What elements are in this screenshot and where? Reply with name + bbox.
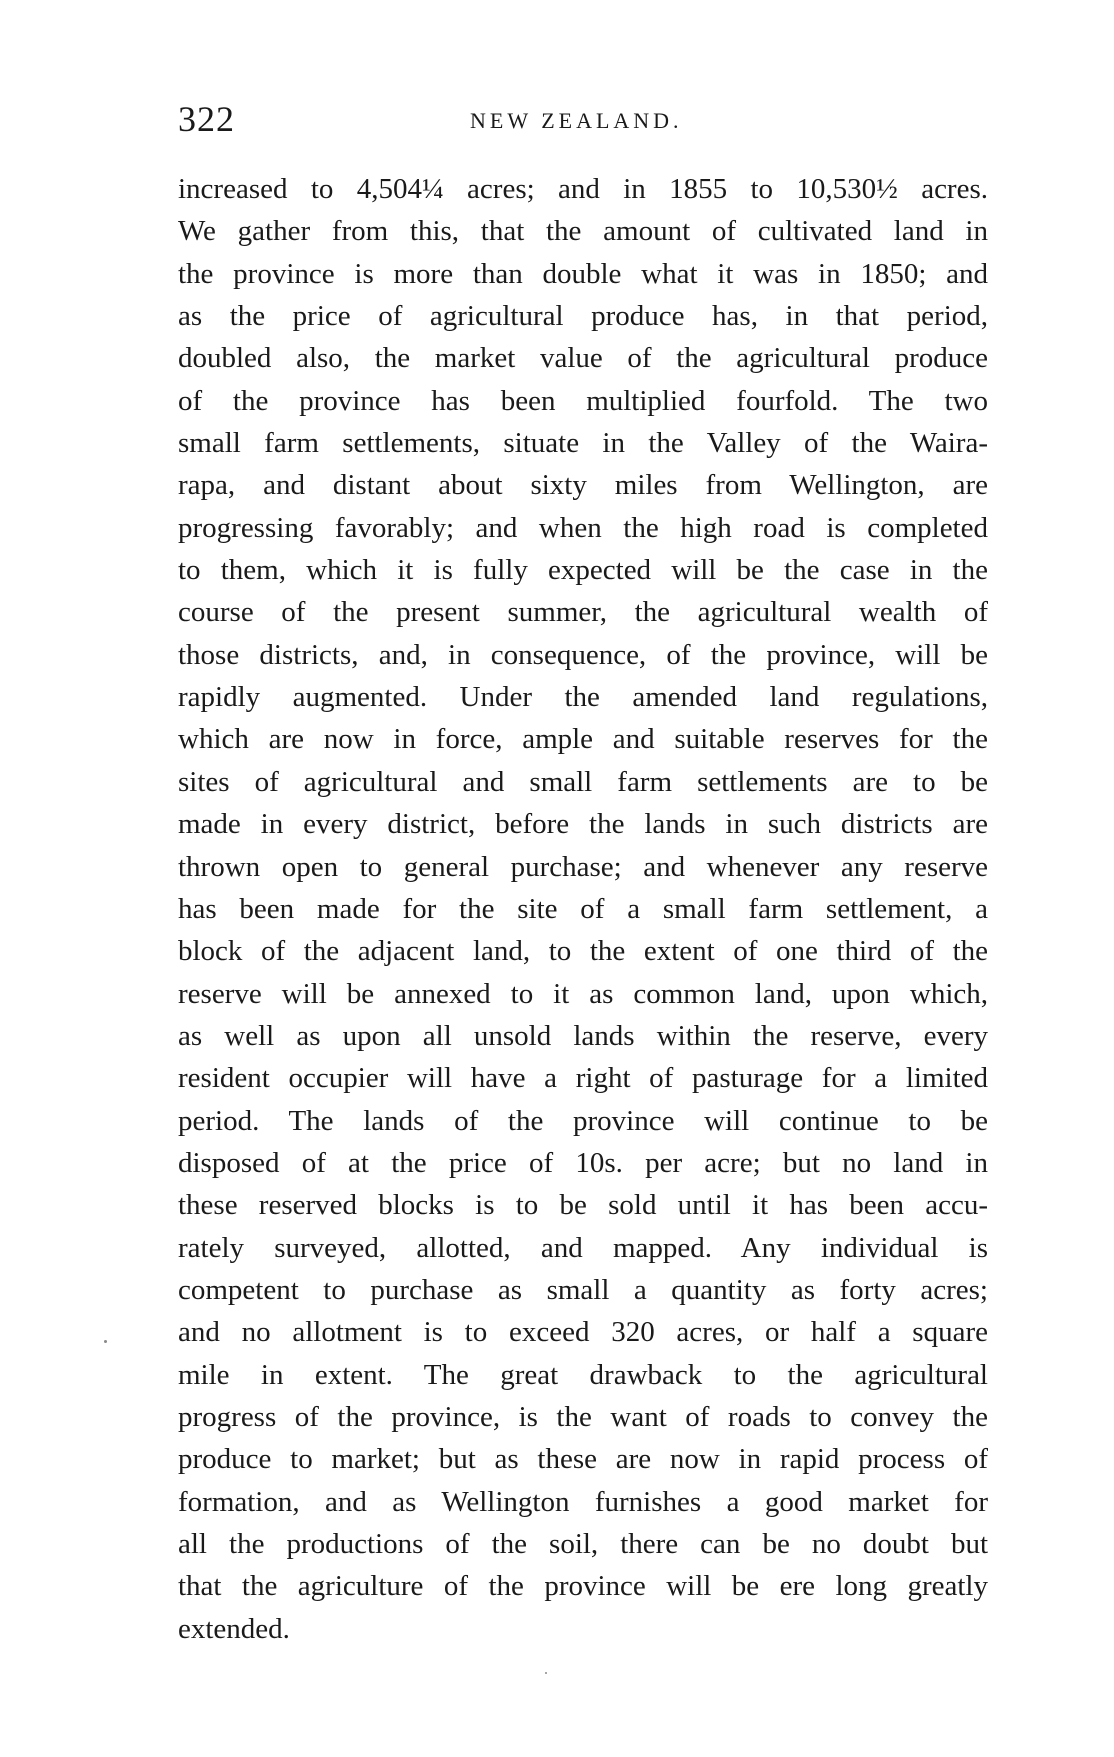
text-line: made in every district, before the lands in such districts are	[178, 808, 988, 841]
text-line: the province is more than double what it was in 1850; and	[178, 257, 988, 290]
text-line: formation, and as Wellington furnishes a good market for	[178, 1485, 988, 1518]
text-line: rapidly augmented. Under the amended land regulations,	[178, 681, 988, 714]
text-line: doubled also, the market value of the agricultural produce	[178, 342, 988, 375]
text-line: that the agriculture of the province will be ere long greatly	[178, 1570, 988, 1603]
text-line: these reserved blocks is to be sold until it has been accu-	[178, 1189, 988, 1222]
scan-speck	[104, 1340, 107, 1343]
running-title: NEW ZEALAND.	[470, 108, 683, 133]
text-line: rately surveyed, allotted, and mapped. Any individual is	[178, 1231, 988, 1264]
text-line: small farm settlements, situate in the Valley of the Waira-	[178, 427, 988, 460]
text-line: block of the adjacent land, to the extent of one third of the	[178, 935, 988, 968]
text-line: to them, which it is fully expected will be the case in the	[178, 554, 988, 587]
text-line: those districts, and, in consequence, of the province, will be	[178, 638, 988, 671]
body-paragraph	[178, 168, 988, 1650]
page-number: 322	[178, 99, 235, 139]
text-line: resident occupier will have a right of pasturage for a limited	[178, 1062, 988, 1095]
text-line: period. The lands of the province will continue to be	[178, 1104, 988, 1137]
text-line: rapa, and distant about sixty miles from Wellington, are	[178, 469, 988, 502]
text-line: We gather from this, that the amount of cultivated land in	[178, 215, 988, 248]
text-line: of the province has been multiplied fourfold. The two	[178, 384, 988, 417]
text-line: reserve will be annexed to it as common land, upon which,	[178, 977, 988, 1010]
text-line: and no allotment is to exceed 320 acres, or half a square	[178, 1316, 988, 1349]
text-line: which are now in force, ample and suitable reserves for the	[178, 723, 988, 756]
text-line: produce to market; but as these are now in rapid process of	[178, 1443, 988, 1476]
text-line: progress of the province, is the want of roads to convey the	[178, 1400, 988, 1433]
scan-speck	[545, 1672, 547, 1674]
text-line: progressing favorably; and when the high road is completed	[178, 511, 988, 544]
text-line: disposed of at the price of 10s. per acre; but no land in	[178, 1146, 988, 1179]
text-line: sites of agricultural and small farm settlements are to be	[178, 765, 988, 798]
text-line: as well as upon all unsold lands within the reserve, every	[178, 1019, 988, 1052]
text-line: course of the present summer, the agricultural wealth of	[178, 596, 988, 629]
text-line: increased to 4,504¼ acres; and in 1855 to 10,530½ acres.	[178, 173, 988, 205]
text-line: competent to purchase as small a quantity as forty acres;	[178, 1273, 988, 1306]
text-line: all the productions of the soil, there can be no doubt but	[178, 1528, 988, 1560]
running-head	[178, 95, 988, 143]
text-line: thrown open to general purchase; and whenever any reserve	[178, 850, 988, 883]
text-line: mile in extent. The great drawback to the agricultural	[178, 1358, 988, 1391]
text-line: as the price of agricultural produce has, in that period,	[178, 300, 988, 333]
text-line: extended.	[178, 1612, 290, 1645]
text-line: has been made for the site of a small farm settlement, a	[178, 892, 988, 925]
